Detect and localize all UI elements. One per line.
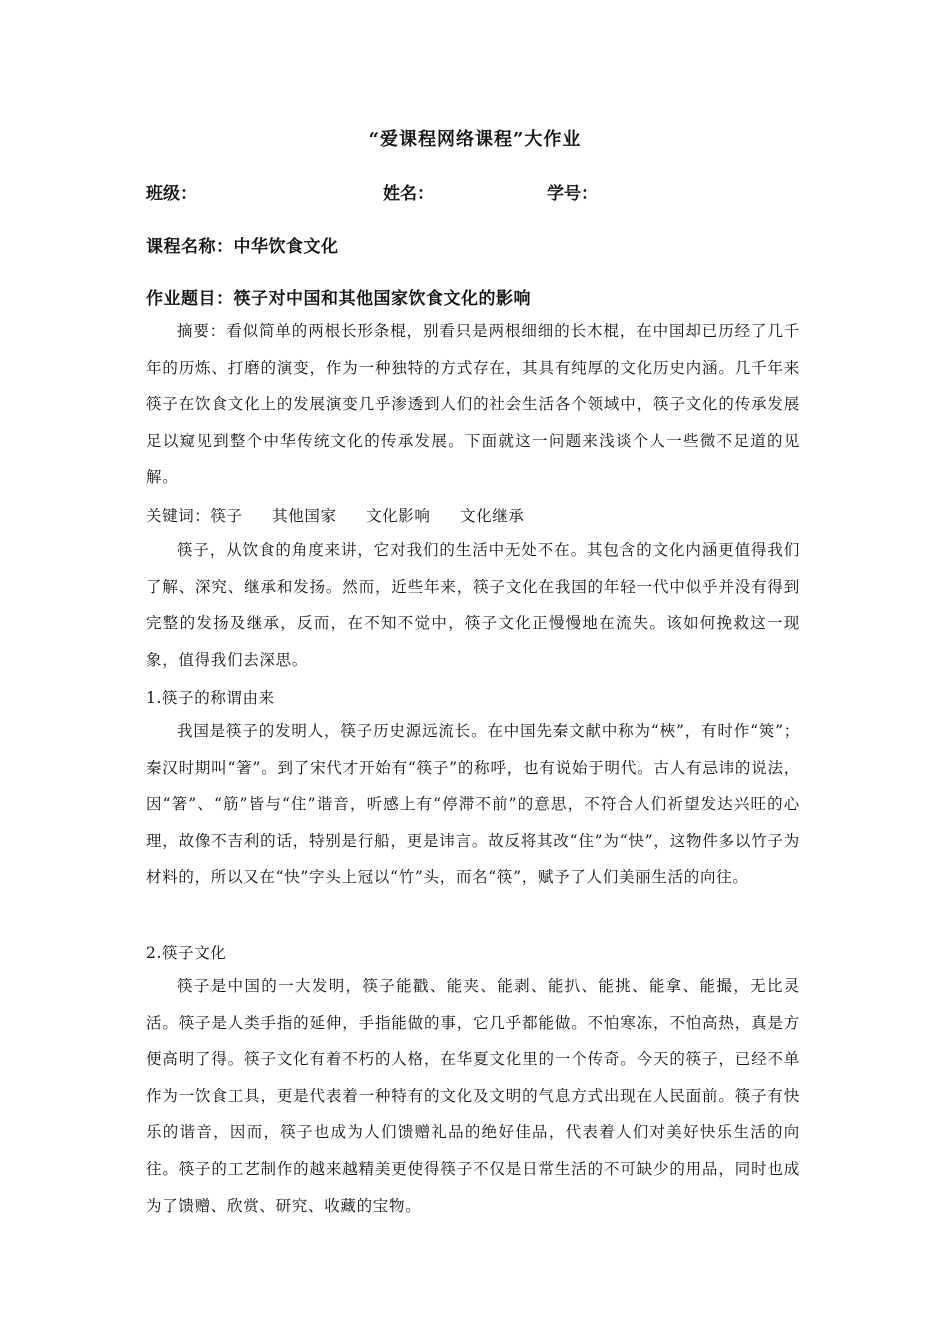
class-label: 班级： xyxy=(146,184,197,204)
abstract-paragraph: 摘要：看似简单的两根长形条棍，别看只是两根细细的长木棍，在中国却已历经了几千年的历炼、打磨的演变，作为一种独特的方式存在，其具有纯厚的文化历史内涵。几千年来筷子在饮食文化上的发展演变几乎渗透到人们的社会生活各个领域中，筷子文化的传承发展足以窥见到整个中华传统文化的传承发展。下面就这一问题来浅谈个人一些微不足道的见解。 xyxy=(146,322,800,487)
document-title: “爱课程网络课程”大作业 xyxy=(368,129,582,150)
section-1-heading: 1.筷子的称谓由来 xyxy=(146,689,275,707)
section-2-paragraph: 筷子是中国的一大发明，筷子能戳、能夹、能剥、能扒、能挑、能拿、能撮，无比灵活。筷子是人类手指的延伸，手指能做的事，它几乎都能做。不怕寒冻，不怕高热，真是方便高明了得。筷子文化有着不朽的人格，在华夏文化里的一个传奇。今天的筷子，已经不单作为一饮食工具，更是代表着一种特有的文化及文明的气息方式出现在人民面前。筷子有快乐的谐音，因而，筷子也成为人们馈赠礼品的绝好佳品，代表着人们对美好快乐生活的向往。筷子的工艺制作的越来越精美更使得筷子不仅是日常生活的不可缺少的用品，同时也成为了馈赠、欣赏、研究、收藏的宝物。 xyxy=(146,977,800,1215)
intro-paragraph: 筷子，从饮食的角度来讲，它对我们的生活中无处不在。其包含的文化内涵更值得我们了解、深究、继承和发扬。然而，近些年来，筷子文化在我国的年轻一代中似乎并没有得到完整的发扬及继承，反而，在不知不觉中，筷子文化正慢慢地在流失。该如何挽救这一现象，值得我们去深思。 xyxy=(146,541,800,669)
keywords-label: 关键词：筷子 xyxy=(146,507,243,525)
keyword-item: 其他国家 xyxy=(272,507,337,525)
keywords-line xyxy=(146,504,548,526)
keyword-item: 文化继承 xyxy=(460,507,525,525)
section-2-heading: 2.筷子文化 xyxy=(146,944,227,962)
course-name: 课程名称：中华饮食文化 xyxy=(146,237,339,257)
keyword-item: 文化影响 xyxy=(366,507,431,525)
name-label: 姓名： xyxy=(383,184,434,204)
student-id-label: 学号： xyxy=(547,184,598,204)
assignment-topic: 作业题目：筷子对中国和其他国家饮食文化的影响 xyxy=(146,289,531,309)
section-1-paragraph: 我国是筷子的发明人，筷子历史源远流长。在中国先秦文献中称为“梜”，有时作“筴”；秦汉时期叫“箸”。到了宋代才开始有“筷子”的称呼，也有说始于明代。古人有忌讳的说法，因“箸”、“筋”皆与“住”谐音，听感上有“停滞不前”的意思，不符合人们祈望发达兴旺的心理，故像不吉利的话，特别是行船，更是讳言。故反将其改“住”为“快”，这物件多以竹子为材料的，所以又在“快”字头上冠以“竹”头，而名“筷”，赋予了人们美丽生活的向往。 xyxy=(146,722,800,887)
student-info-row xyxy=(146,179,806,205)
